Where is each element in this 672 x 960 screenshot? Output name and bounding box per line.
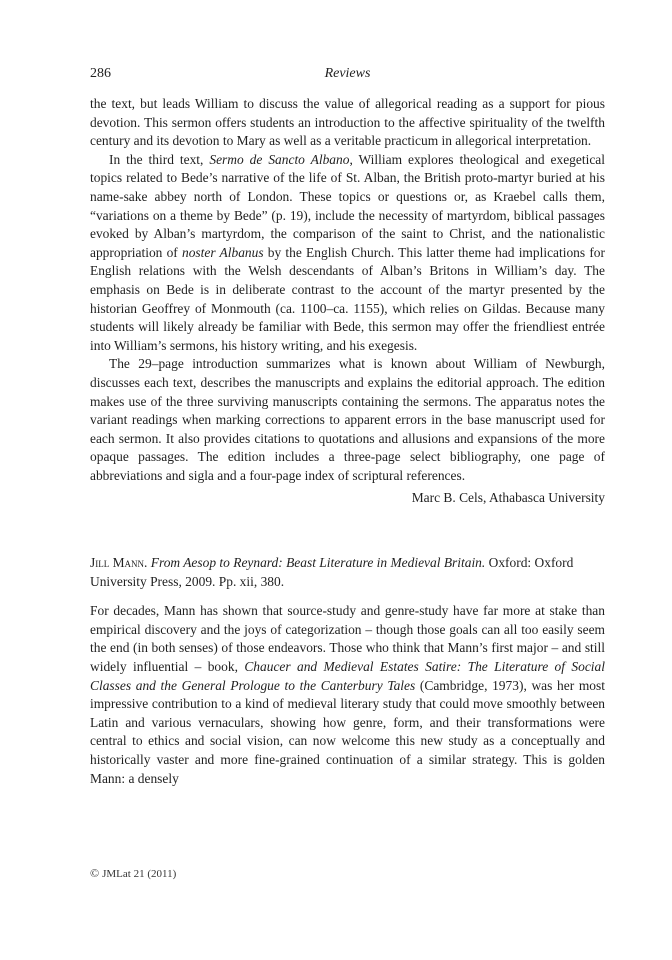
text-run: (Cambridge, 1973), was her most impressive contribution to a kind of medieval literary study that could move smoothly between Latin and various vernaculars, showing how genre, form, and their transformations were central to ethics and social vision, can now welcome this new study as a conceptually and historically vaster and more fine-grained continuation of a similar strategy. This is golden Mann: a densely [90,677,605,786]
cited-book-title-italic: Chaucer and Medieval Estates Satire: The Literature of Social Classes and the General Prologue to the Canterbury Tales [90,659,605,693]
review1-paragraph-1-text: the text, but leads William to discuss the value of allegorical reading as a support for pious devotion. This sermon offers students an introduction to the affective spirituality of the twelfth century and its devotion to Mary as well as a veritable practicum in allegorical interpretation. [90,96,605,149]
running-title: Reviews [324,66,371,81]
work-title-italic: Sermo de Sancto Albano [209,151,350,167]
page-number: 286 [90,66,111,81]
body-text [90,95,605,788]
page-footer [90,866,176,881]
review1-paragraph-3 [90,355,605,485]
text-run: In the third text, [109,151,210,167]
text-run: For decades, Mann has shown that source-study and genre-study have far more at stake than empirical discovery and the joys of categorization – though those goals can all too easily seem the end (in both senses) of those endeavors. Those who think that Mann’s first major – and still widely influential – book, [90,603,605,675]
review1-paragraph-3-text: The 29–page introduction summarizes what is known about William of Newburgh, discusses each text, describes the manuscripts and explains the editorial approach. The edition makes use of the three surviving manuscripts containing the sermons. The apparatus notes the variant readings when marking corrections to apparent errors in the base manuscript used for each sermon. It also provides citations to quotations and allusions and expansions of the more opaque passages. The edition includes a three-page select bibliography, one page of abbreviations and sigla and a four-page index of scriptural references. [90,356,605,483]
text-run: by the English Church. This latter theme had implications for English relations with the Welsh descendants of Alban’s Britons in William’s day. The emphasis on Bede is in deliberate contrast to the account of the martyr presented by the historian Geoffrey of Monmouth (ca. 1100–ca. 1155), which relies on Gildas. Because many students will likely already be familiar with Bede, this sermon may offer the friendliest entrée into William’s sermons, his history writing, and his exegesis. [90,244,605,353]
running-head [90,66,605,86]
review2-paragraph-1 [90,602,605,788]
latin-phrase-italic: noster Albanus [181,244,264,260]
copyright-icon: © [90,866,100,880]
review1-paragraph-2 [90,151,605,356]
reviewer-signature: Marc B. Cels, Athabasca University [411,490,605,506]
review2-bibliographic-heading: Jill Mann. From Aesop to Reynard: Beast Literature in Medieval Britain. Oxford: Oxford University Press, 2009. Pp. xii, 380. [90,555,574,589]
publication-info: Oxford: Oxford University Press, 2009. Pp. xii, 380. [90,555,574,589]
review1-paragraph-1 [90,95,605,151]
journal-citation: JMLat 21 (2011) [102,868,177,880]
book-title: From Aesop to Reynard: Beast Literature in Medieval Britain. [150,555,486,571]
text-run: , William explores theological and exegetical topics related to Bede’s narrative of the life of St. Alban, the British proto-martyr buried at his name-sake abbey north of London. These topics or questions or, as Kraebel calls them, “variations on a theme by Bede” (p. 19), include the necessity of martyrdom, biblical passages evoked by Alban’s martyrdom, the comparison of the saint to Christ, and the nationalistic appropriation of [90,151,605,260]
book-author: Jill Mann [90,555,145,571]
